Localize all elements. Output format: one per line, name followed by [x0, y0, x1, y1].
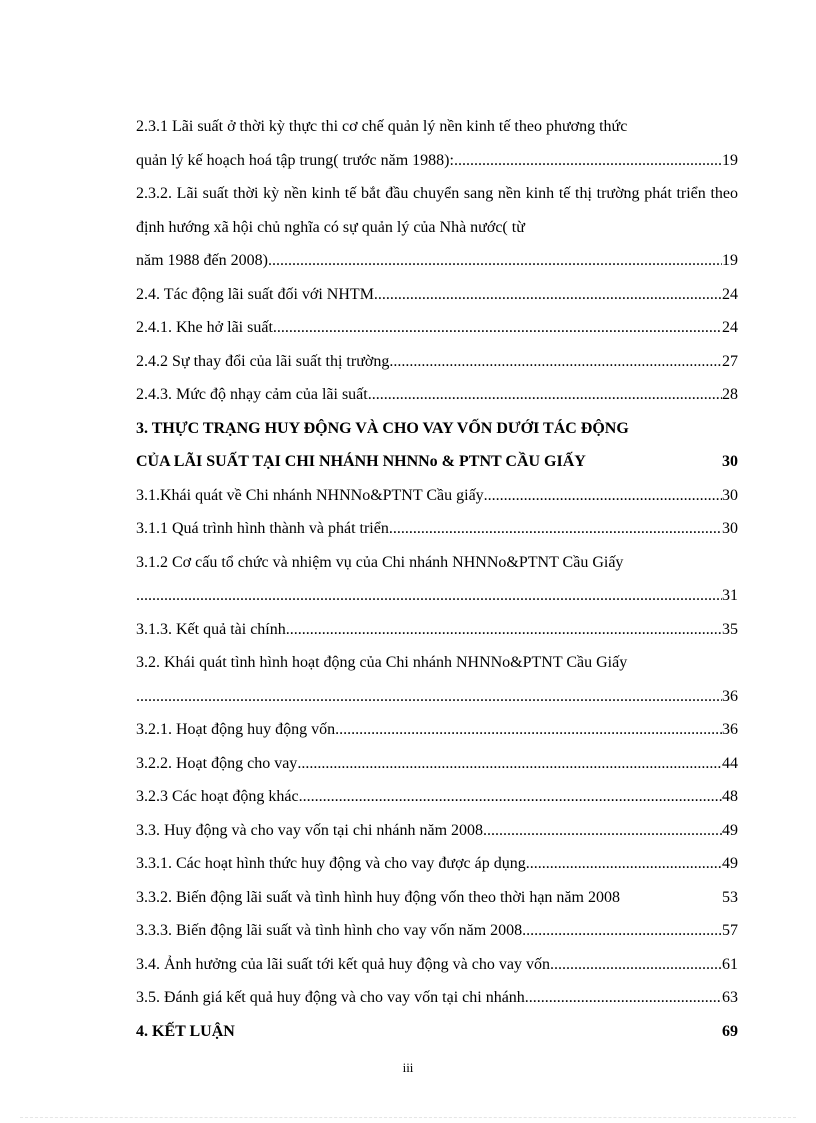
toc-entry-2-3-1-cont[interactable]: [136, 144, 738, 178]
toc-page-number: 61: [722, 955, 738, 973]
toc-entry-3-1-2[interactable]: [136, 546, 738, 580]
dot-leader: [273, 311, 722, 345]
toc-page-number: 35: [722, 620, 738, 638]
toc-entry-3-3-2[interactable]: [136, 881, 738, 915]
toc-entry-3-1[interactable]: [136, 479, 738, 513]
toc-entry-text: 3.1.Khái quát về Chi nhánh NHNNo&PTNT Cầu giấy: [136, 486, 484, 504]
toc-page-number: 49: [722, 821, 738, 839]
toc-entry-3-1-1[interactable]: [136, 512, 738, 546]
toc-entry-text: 3.2.3 Các hoạt động khác: [136, 788, 299, 805]
toc-page-number: 48: [722, 788, 738, 805]
toc-page-number: 36: [722, 687, 738, 705]
dot-leader: [136, 680, 722, 714]
dot-leader: [297, 747, 722, 781]
toc-entry-3-2-2[interactable]: [136, 747, 738, 781]
dot-leader: [368, 378, 722, 412]
dot-leader: [550, 948, 722, 982]
toc-page-number: 24: [722, 319, 738, 336]
toc-page-number: 57: [722, 922, 738, 939]
toc-entry-3-3[interactable]: [136, 814, 738, 848]
toc-entry-text: 2.3.1 Lãi suất ở thời kỳ thực thi cơ chế quản lý nền kinh tế theo phương thức: [136, 118, 628, 135]
toc-page-number: 36: [722, 721, 738, 738]
dot-leader: [272, 244, 722, 278]
toc-entry-text: 3.3.3. Biến động lãi suất và tình hình cho vay vốn năm 2008: [136, 922, 523, 939]
toc-page-number: 49: [722, 855, 738, 872]
toc-entry-text: 3.3. Huy động và cho vay vốn tại chi nhánh năm 2008.: [136, 821, 488, 839]
toc-page-number: 19: [722, 151, 738, 169]
toc-entry-text: 3.1.1 Quá trình hình thành và phát triển: [136, 520, 389, 537]
toc-page-number: 19: [722, 252, 738, 269]
dot-leader: [374, 278, 722, 312]
toc-heading-text: 4. KẾT LUẬN: [136, 1022, 235, 1040]
toc-entry-3-1-2-cont[interactable]: [136, 579, 738, 613]
toc-entry-2-3-2[interactable]: [136, 177, 738, 244]
toc-entry-text: 3.3.2. Biến động lãi suất và tình hình huy động vốn theo thời hạn năm 2008: [136, 888, 620, 906]
toc-page-number: 30: [722, 486, 738, 504]
toc-entry-3-4[interactable]: [136, 948, 738, 982]
toc-entry-3-3-1[interactable]: [136, 847, 738, 881]
toc-entry-2-3-1[interactable]: [136, 110, 738, 144]
dot-leader: [522, 914, 722, 948]
toc-entry-text: 2.4.2 Sự thay đổi của lãi suất thị trường: [136, 352, 390, 370]
toc-heading-text: 3. THỰC TRẠNG HUY ĐỘNG VÀ CHO VAY VỐN DƯỚI TÁC ĐỘNG: [136, 419, 629, 437]
toc-page-number: 31: [722, 587, 738, 604]
toc-heading-text: CỦA LÃI SUẤT TẠI CHI NHÁNH NHNNo & PTNT CẦU GIẤY: [136, 453, 586, 470]
toc-entry-3-2-3[interactable]: [136, 780, 738, 814]
dot-leader: [484, 479, 722, 513]
toc-page-number: 53: [722, 888, 738, 906]
toc-entry-text: 3.5. Đánh giá kết quả huy động và cho vay vốn tại chi nhánh: [136, 989, 525, 1006]
toc-entry-text: 2.3.2. Lãi suất thời kỳ nền kinh tế bắt đầu chuyển sang nền kinh tế thị trường phát triển theo định hướng xã hội chủ nghĩa có sự quản lý của Nhà nước( từ: [136, 185, 738, 236]
toc-page-number: 30: [722, 453, 738, 470]
toc-entry-2-4-2[interactable]: [136, 345, 738, 379]
dot-leader: [389, 512, 722, 546]
toc-entry-text: 2.4. Tác động lãi suất đối với NHTM: [136, 285, 374, 303]
toc-entry-2-4-3[interactable]: [136, 378, 738, 412]
toc-entry-text: 3.3.1. Các hoạt hình thức huy động và cho vay được áp dụng: [136, 855, 526, 872]
toc-entry-2-3-2-cont[interactable]: [136, 244, 738, 278]
toc-page-number: 69: [722, 1022, 738, 1040]
toc-page-number: 30: [722, 520, 738, 537]
toc-heading-3-cont[interactable]: [136, 445, 738, 479]
toc-entry-3-5[interactable]: [136, 981, 738, 1015]
page-number: iii: [402, 1060, 414, 1075]
toc-entry-text: 3.2.2. Hoạt động cho vay: [136, 754, 298, 772]
toc-page-number: 27: [722, 352, 738, 370]
toc-heading-3[interactable]: [136, 412, 738, 446]
toc-entry-text: 3.2.1. Hoạt động huy động vốn: [136, 721, 336, 738]
toc-heading-4[interactable]: [136, 1015, 738, 1049]
toc-entry-text: năm 1988 đến 2008).: [136, 252, 272, 269]
toc-entry-2-4-1[interactable]: [136, 311, 738, 345]
toc-entry-text: 2.4.1. Khe hở lãi suất: [136, 319, 273, 336]
toc-entry-text: 3.2. Khái quát tình hình hoạt động của Chi nhánh NHNNo&PTNT Cầu Giấy: [136, 654, 628, 671]
toc-page-number: 28: [722, 386, 738, 403]
toc-entry-text: 2.4.3. Mức độ nhạy cảm của lãi suất: [136, 386, 368, 403]
dot-leader: [487, 814, 722, 848]
toc-entry-3-1-3[interactable]: [136, 613, 738, 647]
toc-page-number: 44: [722, 754, 738, 772]
table-of-contents: [136, 110, 738, 1048]
toc-entry-3-2[interactable]: [136, 646, 738, 680]
toc-entry-text: 3.1.2 Cơ cấu tổ chức và nhiệm vụ của Chi nhánh NHNNo&PTNT Cầu Giấy: [136, 553, 624, 571]
toc-page-number: 63: [722, 989, 738, 1006]
dot-leader: [286, 613, 722, 647]
dot-leader: [136, 579, 722, 613]
dot-leader: [299, 780, 722, 814]
toc-entry-text: quản lý kế hoạch hoá tập trung( trước năm 1988):: [136, 151, 454, 169]
toc-entry-text: 3.1.3. Kết quả tài chính: [136, 620, 286, 638]
toc-entry-3-2-cont[interactable]: [136, 680, 738, 714]
dot-leader: [389, 345, 722, 379]
dot-leader: [335, 713, 722, 747]
page-divider: [20, 1117, 796, 1118]
toc-entry-2-4[interactable]: [136, 278, 738, 312]
dot-leader: [454, 144, 722, 178]
toc-entry-text: 3.4. Ảnh hưởng của lãi suất tới kết quả huy động và cho vay vốn: [136, 955, 550, 973]
toc-page-number: 24: [722, 285, 738, 303]
toc-entry-3-2-1[interactable]: [136, 713, 738, 747]
toc-entry-3-3-3[interactable]: [136, 914, 738, 948]
dot-leader: [525, 981, 722, 1015]
dot-leader: [526, 847, 722, 881]
